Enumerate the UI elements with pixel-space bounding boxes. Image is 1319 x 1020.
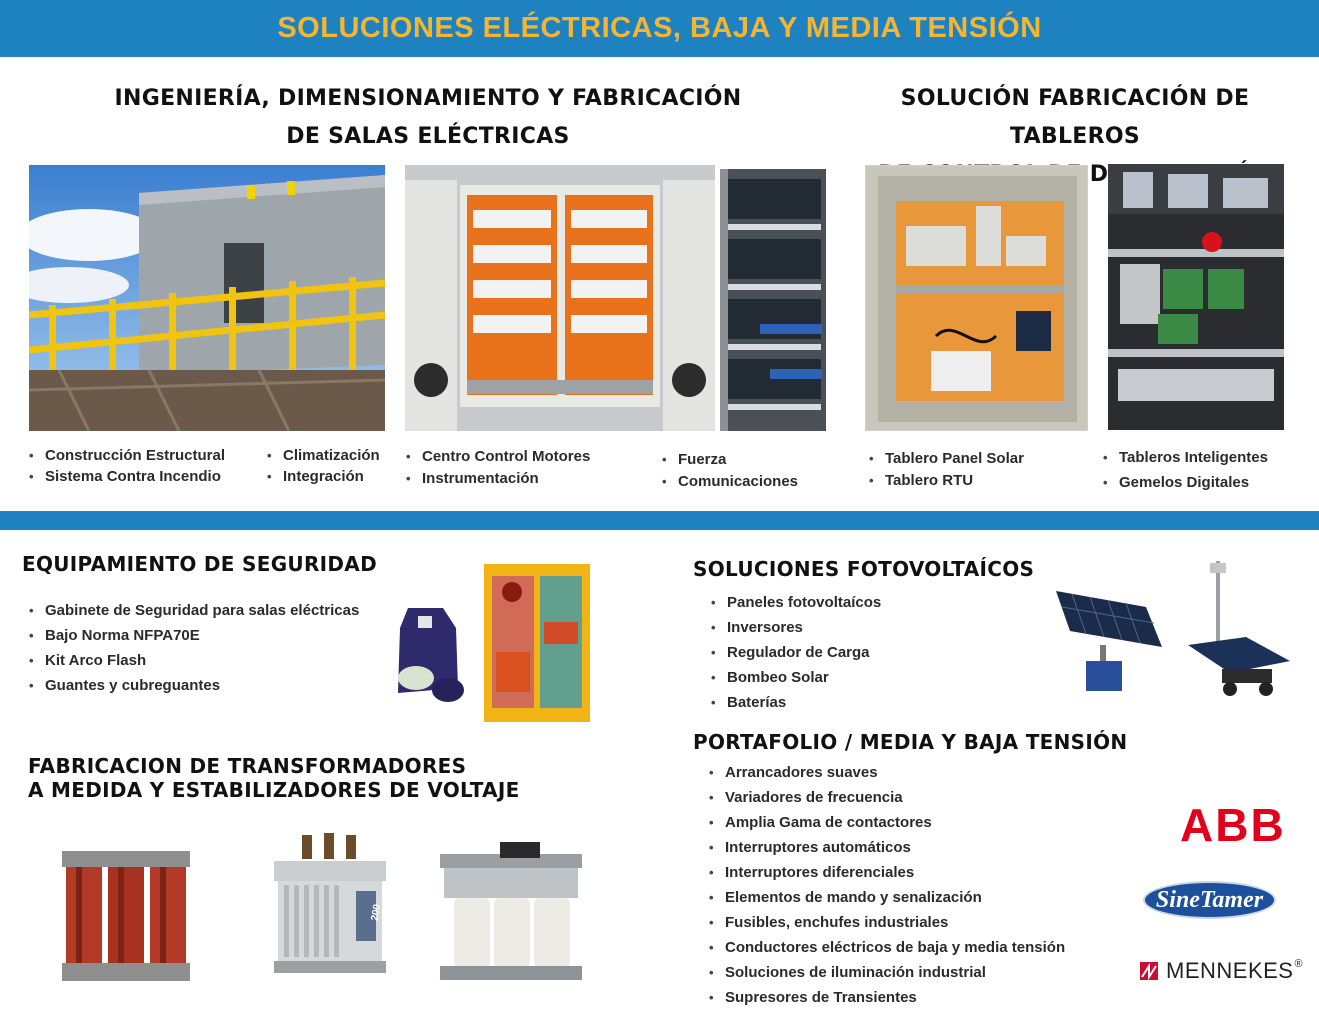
abb-logo: ABB [1180,799,1286,851]
salas-title-line1: INGENIERÍA, DIMENSIONAMIENTO Y FABRICACIÓN [114,86,742,111]
list-item: • Interruptores automáticos [708,835,1065,860]
mennekes-registered-mark: ® [1294,958,1303,970]
arc-flash-kit-image [388,598,468,708]
list-item: • Gabinete de Seguridad para salas eléctricas [28,598,359,623]
top-banner [0,0,1319,57]
list-item: • Guantes y cubreguantes [28,673,359,698]
salas-list-c [405,446,590,490]
list-item: • Amplia Gama de contactores [708,810,1065,835]
list-item: • Conductores eléctricos de baja y media tensión [708,935,1065,960]
list-item: • Soluciones de iluminación industrial [708,960,1065,985]
seguridad-list [28,598,359,698]
list-item: • Fuerza [661,449,798,471]
portafolio-list [708,760,1065,1010]
fotovoltaicos-title: SOLUCIONES FOTOVOLTAÍCOS [693,557,1035,581]
list-item: • Regulador de Carga [710,640,881,665]
list-item: • Interruptores diferenciales [708,860,1065,885]
list-item: • Supresores de Transientes [708,985,1065,1010]
list-item: • Elementos de mando y senalización [708,885,1065,910]
dry-transformer-image [52,843,198,989]
tableros-list-b [1102,445,1268,495]
portafolio-title: PORTAFOLIO / MEDIA Y BAJA TENSIÓN [693,730,1128,754]
smart-board-photo [1108,164,1284,430]
list-item: • Centro Control Motores [405,446,590,468]
fotovoltaicos-list [710,590,881,715]
sinetamer-logo [1143,881,1276,919]
salas-title [100,80,756,156]
list-item: • Inversores [710,615,881,640]
list-item: • Paneles fotovoltaícos [710,590,881,615]
transformadores-title-line2: A MEDIDA Y ESTABILIZADORES DE VOLTAJE [28,778,520,802]
terminal-blocks-photo [720,169,826,431]
list-item: • Bajo Norma NFPA70E [28,623,359,648]
solar-panel-unit-image [1050,585,1166,699]
list-item: • Instrumentación [405,468,590,490]
mobile-solar-tower-image [1186,557,1294,701]
list-item: • Arrancadores suaves [708,760,1065,785]
list-item: • Fusibles, enchufes industriales [708,910,1065,935]
list-item: • Climatización [266,445,380,466]
list-item: • Sistema Contra Incendio [28,466,225,487]
safety-cabinet-image [482,562,592,724]
page-title: SOLUCIONES ELÉCTRICAS, BAJA Y MEDIA TENSIÓN [277,12,1042,44]
salas-list-d [661,449,798,493]
motor-control-center-photo [405,165,715,431]
list-item: • Tablero RTU [868,470,1024,492]
salas-list-b [266,445,380,487]
seguridad-title: EQUIPAMIENTO DE SEGURIDAD [22,552,377,576]
tableros-list-a [868,448,1024,492]
electrical-room-photo [29,165,385,431]
oil-transformer-image [264,831,396,981]
list-item: • Variadores de frecuencia [708,785,1065,810]
salas-title-line2: DE SALAS ELÉCTRICAS [286,124,570,149]
list-item: • Kit Arco Flash [28,648,359,673]
section-divider [0,511,1319,530]
mennekes-icon [1140,962,1158,980]
list-item: • Gemelos Digitales [1102,470,1268,495]
list-item: • Integración [266,466,380,487]
list-item: • Bombeo Solar [710,665,881,690]
transformadores-title [28,754,520,802]
list-item: • Comunicaciones [661,471,798,493]
tableros-title-line1: SOLUCIÓN FABRICACIÓN DE TABLEROS [900,86,1250,149]
mennekes-logo [1140,958,1303,984]
list-item: • Tablero Panel Solar [868,448,1024,470]
voltage-stabilizer-image [440,836,582,986]
list-item: • Construcción Estructural [28,445,225,466]
list-item: • Baterías [710,690,881,715]
salas-list-a [28,445,225,487]
solar-panel-board-photo [865,165,1088,431]
sinetamer-logo-text: SineTamer [1155,886,1264,913]
transformer-plate-number: 200 [369,903,384,922]
mennekes-logo-text: MENNEKES [1166,958,1294,983]
transformadores-title-line1: FABRICACION DE TRANSFORMADORES [28,754,467,778]
list-item: • Tableros Inteligentes [1102,445,1268,470]
